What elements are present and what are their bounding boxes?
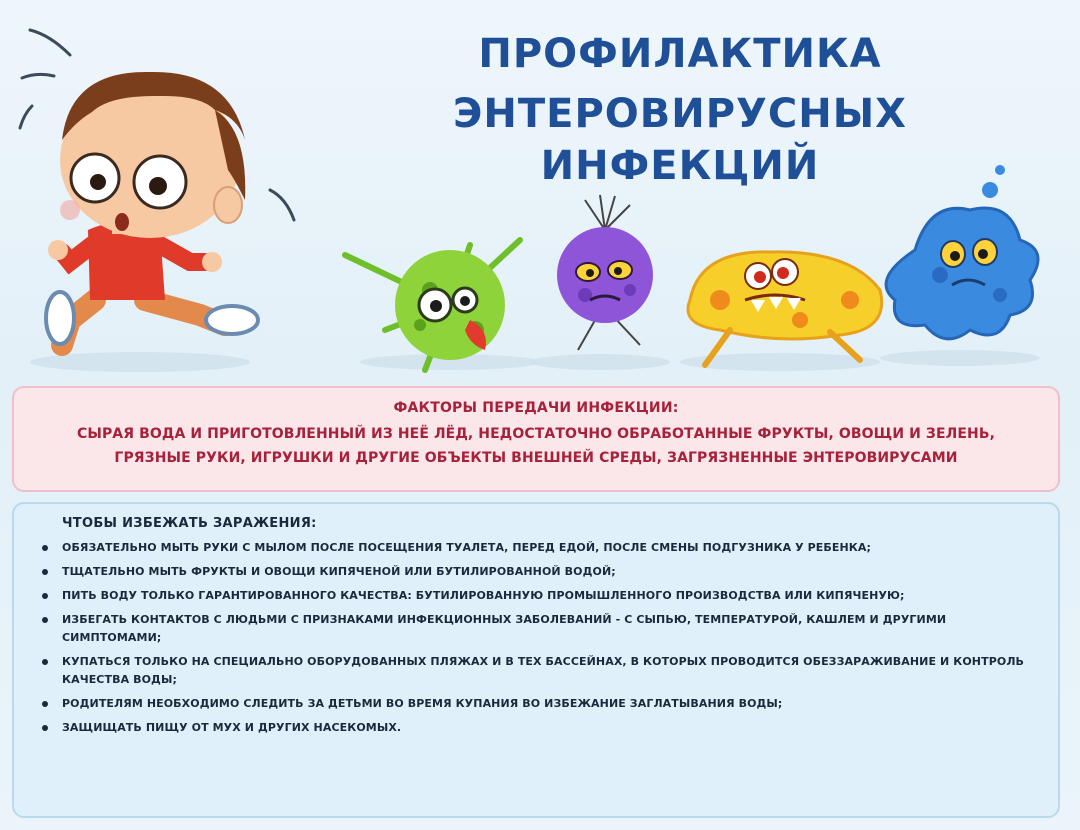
title-line-1: ПРОФИЛАКТИКА <box>478 31 882 77</box>
green-germ-illustration <box>345 240 520 370</box>
prevention-list <box>14 539 1058 737</box>
bullet-icon <box>42 593 48 599</box>
bullet-icon <box>42 617 48 623</box>
prevention-heading: ЧТОБЫ ИЗБЕЖАТЬ ЗАРАЖЕНИЯ: <box>62 516 317 531</box>
list-item-text: ПИТЬ ВОДУ ТОЛЬКО ГАРАНТИРОВАННОГО КАЧЕСТВА: БУТИЛИРОВАННУЮ ПРОМЫШЛЕННОГО ПРОИЗВОДСТВА ИЛИ КИПЯЧЕНУЮ; <box>62 589 905 602</box>
list-item-text: ОБЯЗАТЕЛЬНО МЫТЬ РУКИ С МЫЛОМ ПОСЛЕ ПОСЕЩЕНИЯ ТУАЛЕТА, ПЕРЕД ЕДОЙ, ПОСЛЕ СМЕНЫ ПОДГУЗНИКА У РЕБЕНКА; <box>62 541 872 554</box>
purple-germ-illustration <box>557 195 653 350</box>
bullet-icon <box>42 545 48 551</box>
bullet-icon <box>42 725 48 731</box>
prevention-panel <box>12 502 1060 818</box>
factors-line-2: ГРЯЗНЫЕ РУКИ, ИГРУШКИ И ДРУГИЕ ОБЪЕКТЫ ВНЕШНЕЙ СРЕДЫ, ЗАГРЯЗНЕННЫЕ ЭНТЕРОВИРУСАМИ <box>114 450 958 466</box>
list-item <box>42 611 1028 647</box>
factors-line-1: СЫРАЯ ВОДА И ПРИГОТОВЛЕННЫЙ ИЗ НЕЁ ЛЁД, НЕДОСТАТОЧНО ОБРАБОТАННЫЕ ФРУКТЫ, ОВОЩИ И ЗЕЛЕНЬ, <box>76 426 996 442</box>
list-item-text: РОДИТЕЛЯМ НЕОБХОДИМО СЛЕДИТЬ ЗА ДЕТЬМИ ВО ВРЕМЯ КУПАНИЯ ВО ИЗБЕЖАНИЕ ЗАГЛАТЫВАНИЯ ВОДЫ; <box>62 697 783 710</box>
bullet-icon <box>42 701 48 707</box>
list-item <box>42 539 1028 557</box>
page-title <box>330 28 1030 192</box>
list-item <box>42 719 1028 737</box>
title-line-2: ЭНТЕРОВИРУСНЫХ ИНФЕКЦИЙ <box>453 91 907 189</box>
list-item <box>42 563 1028 581</box>
transmission-factors-panel <box>12 386 1060 492</box>
bullet-icon <box>42 569 48 575</box>
list-item-text: ТЩАТЕЛЬНО МЫТЬ ФРУКТЫ И ОВОЩИ КИПЯЧЕНОЙ ИЛИ БУТИЛИРОВАННОЙ ВОДОЙ; <box>62 565 616 578</box>
list-item <box>42 587 1028 605</box>
factors-text <box>14 422 1058 470</box>
list-item-text: КУПАТЬСЯ ТОЛЬКО НА СПЕЦИАЛЬНО ОБОРУДОВАННЫХ ПЛЯЖАХ И В ТЕХ БАССЕЙНАХ, В КОТОРЫХ ПРОВОДИТСЯ ОБЕЗЗАРАЖИВАНИЕ И КОНТРОЛЬ КАЧЕСТВА ВОДЫ; <box>62 655 1025 686</box>
list-item-text: ЗАЩИЩАТЬ ПИЩУ ОТ МУХ И ДРУГИХ НАСЕКОМЫХ. <box>62 721 402 734</box>
factors-heading: ФАКТОРЫ ПЕРЕДАЧИ ИНФЕКЦИИ: <box>393 400 679 416</box>
list-item <box>42 695 1028 713</box>
bullet-icon <box>42 659 48 665</box>
yellow-germ-illustration <box>688 252 882 365</box>
list-item <box>42 653 1028 689</box>
boy-illustration <box>20 30 294 345</box>
list-item-text: ИЗБЕГАТЬ КОНТАКТОВ С ЛЮДЬМИ С ПРИЗНАКАМИ ИНФЕКЦИОННЫХ ЗАБОЛЕВАНИЙ - С СЫПЬЮ, ТЕМПЕРАТУРОЙ, КАШЛЕМ И ДРУГИМИ СИМПТОМАМИ; <box>62 613 947 644</box>
